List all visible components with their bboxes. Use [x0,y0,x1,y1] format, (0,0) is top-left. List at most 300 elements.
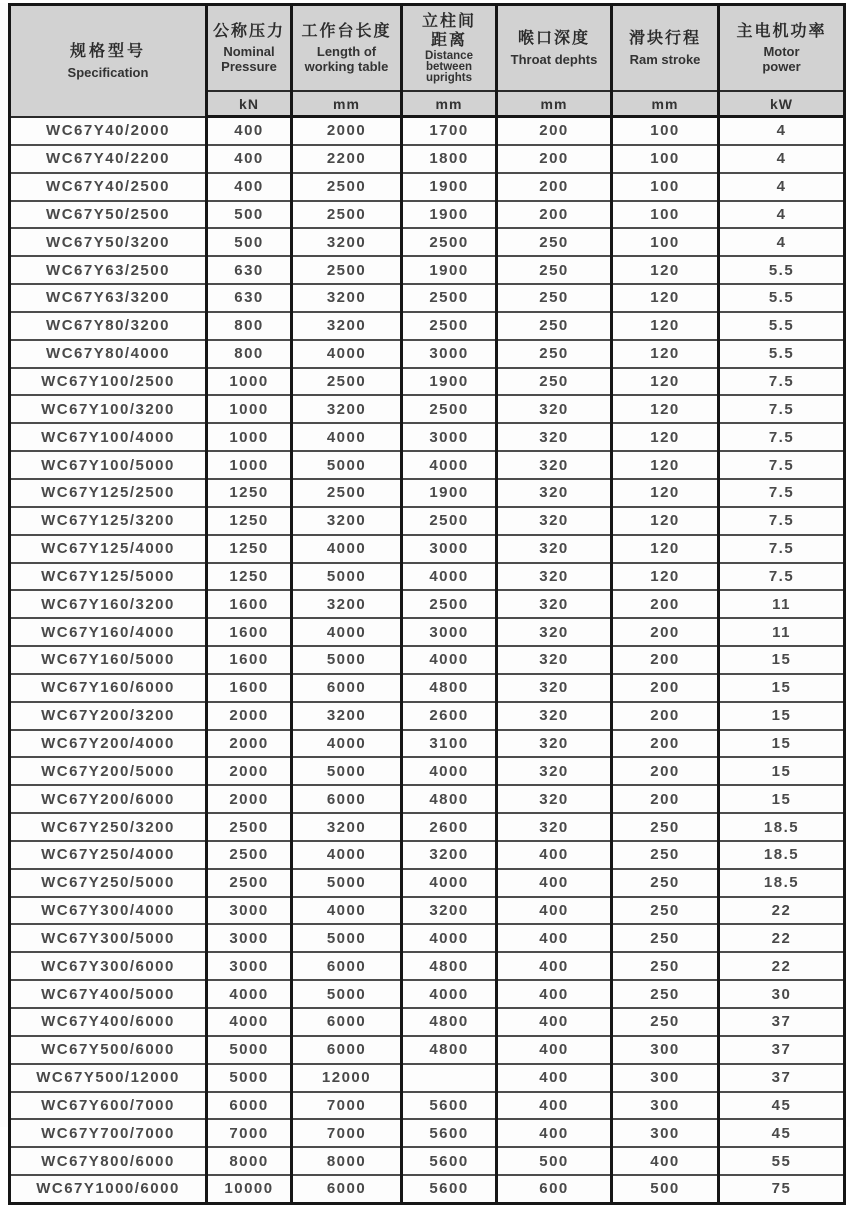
cell-ram-stroke: 100 [612,173,719,201]
col-header-uprights-distance [402,5,497,92]
cell-specification: WC67Y300/4000 [10,897,207,925]
cell-specification: WC67Y600/7000 [10,1092,207,1120]
cell-specification: WC67Y500/12000 [10,1064,207,1092]
col-header-table-length-en: Length of working table [304,44,389,75]
cell-table-length: 4000 [292,423,402,451]
cell-throat-depth: 250 [497,284,612,312]
cell-nominal-pressure: 7000 [207,1119,292,1147]
cell-table-length: 3200 [292,312,402,340]
unit-uprights-distance: mm [402,91,497,117]
cell-motor-power: 7.5 [719,451,845,479]
cell-throat-depth: 320 [497,535,612,563]
cell-motor-power: 7.5 [719,479,845,507]
cell-uprights-distance: 1900 [402,201,497,229]
cell-throat-depth: 320 [497,813,612,841]
col-header-ram-stroke [612,5,719,92]
cell-table-length: 12000 [292,1064,402,1092]
cell-throat-depth: 320 [497,479,612,507]
cell-throat-depth: 200 [497,173,612,201]
cell-nominal-pressure: 500 [207,201,292,229]
cell-specification: WC67Y160/4000 [10,618,207,646]
cell-motor-power: 7.5 [719,535,845,563]
cell-uprights-distance: 3200 [402,841,497,869]
cell-uprights-distance [402,1064,497,1092]
cell-nominal-pressure: 2000 [207,702,292,730]
cell-uprights-distance: 2500 [402,228,497,256]
cell-uprights-distance: 5600 [402,1092,497,1120]
table-row [10,563,845,591]
header-row [10,5,845,92]
cell-uprights-distance: 2500 [402,284,497,312]
col-header-table-length [292,5,402,92]
table-row [10,952,845,980]
cell-table-length: 2000 [292,117,402,145]
table-row [10,730,845,758]
cell-uprights-distance: 1900 [402,368,497,396]
cell-nominal-pressure: 2500 [207,813,292,841]
cell-throat-depth: 250 [497,368,612,396]
cell-ram-stroke: 300 [612,1036,719,1064]
table-row [10,1119,845,1147]
cell-uprights-distance: 4000 [402,563,497,591]
cell-table-length: 2500 [292,173,402,201]
cell-table-length: 5000 [292,646,402,674]
cell-specification: WC67Y100/5000 [10,451,207,479]
col-header-motor-power-en: Motor power [762,43,801,74]
cell-table-length: 3200 [292,507,402,535]
cell-motor-power: 55 [719,1147,845,1175]
cell-uprights-distance: 2600 [402,813,497,841]
cell-table-length: 3200 [292,284,402,312]
cell-specification: WC67Y160/5000 [10,646,207,674]
cell-uprights-distance: 4000 [402,451,497,479]
cell-ram-stroke: 400 [612,1147,719,1175]
cell-throat-depth: 320 [497,785,612,813]
unit-table-length: mm [292,91,402,117]
cell-throat-depth: 320 [497,646,612,674]
cell-specification: WC67Y250/5000 [10,869,207,897]
cell-table-length: 3200 [292,813,402,841]
col-header-nominal-pressure [207,5,292,92]
table-row [10,924,845,952]
cell-nominal-pressure: 1600 [207,646,292,674]
cell-motor-power: 11 [719,618,845,646]
cell-nominal-pressure: 2500 [207,841,292,869]
cell-ram-stroke: 120 [612,340,719,368]
table-row [10,256,845,284]
cell-nominal-pressure: 3000 [207,897,292,925]
cell-throat-depth: 320 [497,451,612,479]
cell-nominal-pressure: 5000 [207,1036,292,1064]
cell-table-length: 2500 [292,256,402,284]
cell-table-length: 7000 [292,1092,402,1120]
cell-uprights-distance: 2500 [402,590,497,618]
cell-ram-stroke: 120 [612,451,719,479]
cell-motor-power: 7.5 [719,395,845,423]
cell-uprights-distance: 2500 [402,312,497,340]
cell-ram-stroke: 100 [612,228,719,256]
cell-specification: WC67Y500/6000 [10,1036,207,1064]
cell-motor-power: 15 [719,730,845,758]
cell-table-length: 5000 [292,563,402,591]
cell-throat-depth: 200 [497,201,612,229]
cell-throat-depth: 250 [497,256,612,284]
cell-table-length: 3200 [292,590,402,618]
cell-table-length: 5000 [292,869,402,897]
cell-ram-stroke: 300 [612,1064,719,1092]
cell-specification: WC67Y200/3200 [10,702,207,730]
cell-table-length: 4000 [292,730,402,758]
cell-ram-stroke: 200 [612,702,719,730]
table-row [10,507,845,535]
cell-nominal-pressure: 630 [207,284,292,312]
cell-specification: WC67Y40/2000 [10,117,207,145]
table-row [10,312,845,340]
cell-table-length: 4000 [292,340,402,368]
cell-uprights-distance: 2500 [402,507,497,535]
cell-ram-stroke: 200 [612,730,719,758]
cell-throat-depth: 320 [497,563,612,591]
cell-specification: WC67Y80/4000 [10,340,207,368]
cell-motor-power: 75 [719,1175,845,1203]
cell-table-length: 3200 [292,395,402,423]
table-body [10,117,845,1204]
cell-motor-power: 4 [719,117,845,145]
cell-nominal-pressure: 1250 [207,479,292,507]
cell-table-length: 3200 [292,228,402,256]
cell-ram-stroke: 200 [612,646,719,674]
cell-motor-power: 15 [719,646,845,674]
cell-specification: WC67Y1000/6000 [10,1175,207,1203]
col-header-throat-depth-zh: 喉口深度 [517,30,590,48]
specification-table [8,3,846,1205]
cell-throat-depth: 400 [497,1119,612,1147]
cell-nominal-pressure: 10000 [207,1175,292,1203]
cell-specification: WC67Y200/4000 [10,730,207,758]
table-row [10,646,845,674]
table-row [10,1092,845,1120]
cell-table-length: 6000 [292,1175,402,1203]
cell-motor-power: 37 [719,1008,845,1036]
cell-nominal-pressure: 5000 [207,1064,292,1092]
cell-motor-power: 18.5 [719,813,845,841]
cell-ram-stroke: 200 [612,590,719,618]
cell-motor-power: 7.5 [719,563,845,591]
cell-ram-stroke: 120 [612,284,719,312]
cell-uprights-distance: 4800 [402,952,497,980]
cell-motor-power: 15 [719,757,845,785]
col-header-nominal-pressure-en: Nominal Pressure [221,44,277,75]
cell-specification: WC67Y200/6000 [10,785,207,813]
cell-throat-depth: 250 [497,312,612,340]
cell-ram-stroke: 120 [612,423,719,451]
cell-motor-power: 4 [719,201,845,229]
table-row [10,674,845,702]
table-row [10,423,845,451]
table-row [10,173,845,201]
cell-nominal-pressure: 8000 [207,1147,292,1175]
cell-specification: WC67Y125/4000 [10,535,207,563]
cell-motor-power: 5.5 [719,312,845,340]
cell-nominal-pressure: 2000 [207,785,292,813]
cell-motor-power: 4 [719,228,845,256]
cell-ram-stroke: 250 [612,1008,719,1036]
cell-ram-stroke: 300 [612,1119,719,1147]
cell-nominal-pressure: 3000 [207,952,292,980]
table-row [10,1036,845,1064]
cell-table-length: 6000 [292,952,402,980]
cell-motor-power: 7.5 [719,507,845,535]
cell-ram-stroke: 100 [612,201,719,229]
cell-throat-depth: 320 [497,757,612,785]
cell-specification: WC67Y160/6000 [10,674,207,702]
cell-specification: WC67Y63/2500 [10,256,207,284]
table-row [10,340,845,368]
cell-throat-depth: 400 [497,869,612,897]
cell-ram-stroke: 120 [612,563,719,591]
table-row [10,897,845,925]
cell-ram-stroke: 200 [612,618,719,646]
cell-specification: WC67Y400/6000 [10,1008,207,1036]
cell-specification: WC67Y100/4000 [10,423,207,451]
cell-uprights-distance: 3000 [402,340,497,368]
cell-ram-stroke: 250 [612,869,719,897]
col-header-uprights-distance-en: Distance between uprights [425,50,473,85]
cell-nominal-pressure: 1250 [207,507,292,535]
cell-nominal-pressure: 4000 [207,1008,292,1036]
cell-nominal-pressure: 2500 [207,869,292,897]
cell-table-length: 4000 [292,897,402,925]
cell-throat-depth: 400 [497,1008,612,1036]
cell-specification: WC67Y800/6000 [10,1147,207,1175]
cell-nominal-pressure: 3000 [207,924,292,952]
table-row [10,284,845,312]
cell-specification: WC67Y125/5000 [10,563,207,591]
cell-nominal-pressure: 6000 [207,1092,292,1120]
cell-ram-stroke: 250 [612,952,719,980]
unit-nominal-pressure: kN [207,91,292,117]
cell-table-length: 2200 [292,145,402,173]
cell-specification: WC67Y200/5000 [10,757,207,785]
cell-motor-power: 37 [719,1064,845,1092]
cell-uprights-distance: 4000 [402,924,497,952]
cell-ram-stroke: 120 [612,312,719,340]
cell-nominal-pressure: 630 [207,256,292,284]
cell-ram-stroke: 250 [612,813,719,841]
cell-uprights-distance: 4000 [402,869,497,897]
cell-uprights-distance: 3000 [402,535,497,563]
col-header-specification-zh: 规格型号 [69,42,146,60]
table-row [10,535,845,563]
table-row [10,980,845,1008]
cell-motor-power: 22 [719,952,845,980]
cell-throat-depth: 600 [497,1175,612,1203]
cell-throat-depth: 400 [497,980,612,1008]
table-row [10,590,845,618]
cell-motor-power: 15 [719,702,845,730]
table-row [10,1175,845,1203]
cell-specification: WC67Y50/3200 [10,228,207,256]
cell-specification: WC67Y50/2500 [10,201,207,229]
cell-table-length: 6000 [292,1036,402,1064]
table-row [10,479,845,507]
cell-throat-depth: 200 [497,145,612,173]
cell-ram-stroke: 120 [612,395,719,423]
table-header [10,5,845,117]
col-header-uprights-distance-zh: 立柱间距离 [421,12,476,50]
cell-ram-stroke: 250 [612,897,719,925]
cell-nominal-pressure: 1000 [207,451,292,479]
cell-table-length: 3200 [292,702,402,730]
cell-nominal-pressure: 1000 [207,368,292,396]
cell-uprights-distance: 4800 [402,785,497,813]
table-row [10,145,845,173]
cell-nominal-pressure: 1000 [207,395,292,423]
cell-throat-depth: 320 [497,590,612,618]
cell-throat-depth: 400 [497,1064,612,1092]
table-row [10,451,845,479]
col-header-table-length-zh: 工作台长度 [301,22,392,40]
spec-sheet-page [0,3,850,1198]
cell-uprights-distance: 1900 [402,479,497,507]
cell-ram-stroke: 100 [612,117,719,145]
cell-uprights-distance: 5600 [402,1119,497,1147]
table-row [10,1147,845,1175]
cell-specification: WC67Y700/7000 [10,1119,207,1147]
cell-uprights-distance: 4800 [402,1036,497,1064]
cell-table-length: 8000 [292,1147,402,1175]
cell-uprights-distance: 3000 [402,423,497,451]
cell-table-length: 4000 [292,618,402,646]
cell-uprights-distance: 3000 [402,618,497,646]
col-header-specification-en: Specification [67,64,149,80]
cell-table-length: 4000 [292,841,402,869]
cell-ram-stroke: 120 [612,479,719,507]
cell-nominal-pressure: 1600 [207,674,292,702]
cell-specification: WC67Y63/3200 [10,284,207,312]
cell-specification: WC67Y250/4000 [10,841,207,869]
unit-throat-depth: mm [497,91,612,117]
cell-motor-power: 5.5 [719,256,845,284]
cell-specification: WC67Y400/5000 [10,980,207,1008]
cell-uprights-distance: 1900 [402,173,497,201]
col-header-motor-power-zh: 主电机功率 [736,23,827,41]
table-row [10,228,845,256]
cell-nominal-pressure: 800 [207,340,292,368]
table-row [10,813,845,841]
cell-specification: WC67Y160/3200 [10,590,207,618]
cell-table-length: 2500 [292,479,402,507]
cell-uprights-distance: 4000 [402,646,497,674]
cell-specification: WC67Y125/3200 [10,507,207,535]
cell-uprights-distance: 4000 [402,757,497,785]
cell-uprights-distance: 2600 [402,702,497,730]
cell-uprights-distance: 1900 [402,256,497,284]
table-row [10,368,845,396]
cell-throat-depth: 400 [497,924,612,952]
cell-motor-power: 15 [719,785,845,813]
cell-ram-stroke: 120 [612,256,719,284]
table-row [10,757,845,785]
cell-uprights-distance: 5600 [402,1175,497,1203]
cell-nominal-pressure: 1600 [207,618,292,646]
cell-ram-stroke: 120 [612,368,719,396]
cell-table-length: 6000 [292,1008,402,1036]
cell-specification: WC67Y300/5000 [10,924,207,952]
cell-nominal-pressure: 4000 [207,980,292,1008]
cell-motor-power: 22 [719,897,845,925]
cell-uprights-distance: 3100 [402,730,497,758]
cell-table-length: 6000 [292,785,402,813]
cell-nominal-pressure: 1250 [207,535,292,563]
cell-throat-depth: 400 [497,841,612,869]
col-header-motor-power [719,5,845,92]
cell-table-length: 4000 [292,535,402,563]
cell-nominal-pressure: 1000 [207,423,292,451]
cell-uprights-distance: 1800 [402,145,497,173]
cell-motor-power: 37 [719,1036,845,1064]
table-row [10,395,845,423]
cell-throat-depth: 320 [497,674,612,702]
cell-ram-stroke: 200 [612,785,719,813]
cell-throat-depth: 400 [497,1092,612,1120]
unit-ram-stroke: mm [612,91,719,117]
cell-throat-depth: 320 [497,507,612,535]
col-header-nominal-pressure-zh: 公称压力 [212,22,285,40]
cell-throat-depth: 250 [497,228,612,256]
cell-throat-depth: 320 [497,423,612,451]
cell-uprights-distance: 4800 [402,1008,497,1036]
col-header-ram-stroke-zh: 滑块行程 [628,30,701,48]
cell-motor-power: 45 [719,1092,845,1120]
table-row [10,1064,845,1092]
table-row [10,841,845,869]
cell-uprights-distance: 4800 [402,674,497,702]
table-row [10,1008,845,1036]
cell-table-length: 5000 [292,924,402,952]
cell-table-length: 2500 [292,368,402,396]
col-header-specification [10,5,207,117]
cell-motor-power: 7.5 [719,423,845,451]
cell-throat-depth: 400 [497,897,612,925]
cell-motor-power: 5.5 [719,284,845,312]
cell-throat-depth: 500 [497,1147,612,1175]
cell-table-length: 5000 [292,757,402,785]
unit-motor-power: kW [719,91,845,117]
cell-ram-stroke: 250 [612,924,719,952]
cell-uprights-distance: 1700 [402,117,497,145]
cell-throat-depth: 320 [497,618,612,646]
cell-motor-power: 22 [719,924,845,952]
cell-motor-power: 4 [719,145,845,173]
cell-nominal-pressure: 400 [207,117,292,145]
cell-table-length: 5000 [292,980,402,1008]
cell-uprights-distance: 3200 [402,897,497,925]
cell-ram-stroke: 120 [612,507,719,535]
table-row [10,201,845,229]
cell-nominal-pressure: 1600 [207,590,292,618]
col-header-ram-stroke-en: Ram stroke [629,51,701,67]
table-row [10,117,845,145]
cell-uprights-distance: 5600 [402,1147,497,1175]
cell-ram-stroke: 200 [612,757,719,785]
cell-specification: WC67Y100/2500 [10,368,207,396]
cell-throat-depth: 400 [497,952,612,980]
cell-nominal-pressure: 1250 [207,563,292,591]
cell-motor-power: 18.5 [719,869,845,897]
cell-uprights-distance: 2500 [402,395,497,423]
cell-specification: WC67Y300/6000 [10,952,207,980]
